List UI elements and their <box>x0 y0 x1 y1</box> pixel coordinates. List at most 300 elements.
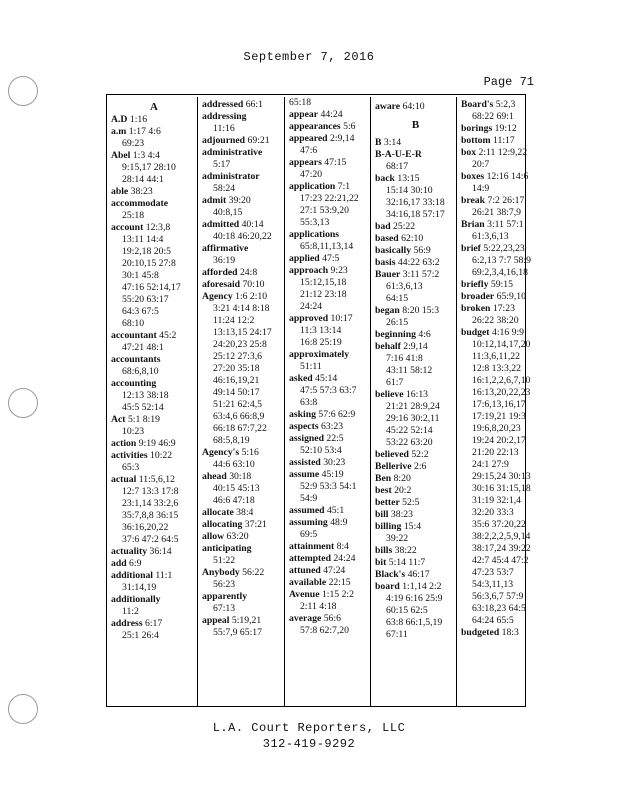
index-term: average <box>289 613 322 624</box>
index-term: account <box>111 222 144 233</box>
index-term: applied <box>289 253 320 264</box>
index-entry <box>111 414 197 438</box>
index-term: boxes <box>461 171 485 182</box>
index-entry <box>289 613 370 637</box>
index-entry-first-line <box>375 485 456 497</box>
index-term: aspects <box>289 421 319 432</box>
index-entry-refs-line <box>111 486 197 498</box>
index-entry-refs-line <box>289 325 370 337</box>
index-entry <box>111 594 197 618</box>
index-entry <box>375 509 456 521</box>
index-entry-first-line <box>111 150 197 162</box>
index-entry-refs-line <box>461 399 527 411</box>
page-line-refs: 47:24 <box>323 565 346 576</box>
page-line-refs: 24:20,23 25:8 <box>213 339 267 350</box>
index-entry-refs-line <box>461 435 527 447</box>
index-term: addressed <box>202 99 244 110</box>
index-entry-first-line <box>111 126 197 138</box>
index-entry-refs-line <box>461 231 527 243</box>
index-entry-refs-line <box>461 459 527 471</box>
page-line-refs: 5:16 <box>241 447 259 458</box>
index-term: bill <box>375 509 389 520</box>
index-term: asking <box>289 409 316 420</box>
page-line-refs: 1:3 4:4 <box>132 150 160 161</box>
index-entry <box>289 565 370 577</box>
index-entry-refs-line <box>461 579 527 591</box>
page-line-refs: 47:5 <box>322 253 340 264</box>
page-line-refs: 43:11 58:12 <box>386 365 433 376</box>
page-line-refs: 55:3,13 <box>300 217 330 228</box>
index-entry-first-line <box>289 253 370 265</box>
page-line-refs: 17:23 <box>492 303 515 314</box>
index-entry <box>461 243 531 279</box>
page-line-refs: 3:11 57:2 <box>402 269 440 280</box>
index-entry-refs-line <box>111 534 197 546</box>
index-entry-first-line <box>375 329 456 341</box>
index-entry-refs-line <box>202 255 284 267</box>
index-entry-refs-line <box>111 210 197 222</box>
page-line-refs: 66:1 <box>245 99 263 110</box>
index-entry <box>202 531 284 543</box>
index-entry <box>461 279 527 291</box>
index-entry-first-line <box>202 171 284 183</box>
page-line-refs: 49:14 50:17 <box>213 387 260 398</box>
index-entry-refs-line <box>461 351 527 363</box>
index-entry <box>202 543 284 567</box>
index-entry-refs-line <box>375 377 456 389</box>
page-line-refs: 68:17 <box>386 161 409 172</box>
page-line-refs: 63:8 <box>300 397 318 408</box>
index-entry <box>289 505 370 517</box>
index-entry-refs-line <box>111 582 197 594</box>
index-entry <box>375 581 456 641</box>
page-line-refs: 10:22 <box>150 450 173 461</box>
page-line-refs: 69:2,3,4,16,18 <box>472 267 528 278</box>
index-entry-refs-line <box>289 145 370 157</box>
index-entry-refs-line <box>111 462 197 474</box>
index-entry-first-line <box>111 558 197 570</box>
index-entry-refs-line <box>202 435 284 447</box>
page-line-refs: 52:10 53:4 <box>300 445 342 456</box>
page-line-refs: 52:9 53:3 54:1 <box>300 481 357 492</box>
index-entry <box>375 569 456 581</box>
index-entry <box>289 313 370 349</box>
index-term: address <box>111 618 143 629</box>
index-entry-first-line <box>375 233 456 245</box>
index-entry-refs-line <box>111 390 197 402</box>
index-entry-refs-line <box>202 579 284 591</box>
index-entry <box>289 121 370 133</box>
page-line-refs: 17:19,21 19:3 <box>472 411 526 422</box>
page-line-refs: 29:15,24 30:13 <box>472 471 531 482</box>
page-line-refs: 27:1 53:9,20 <box>300 205 349 216</box>
page-line-refs: 36:16,20,22 <box>122 522 169 533</box>
index-entry <box>202 279 284 291</box>
index-column-3 <box>284 97 370 706</box>
page-line-refs: 69:21 <box>247 135 270 146</box>
index-entry-refs-line <box>111 522 197 534</box>
page-line-refs: 15:12,15,18 <box>300 277 347 288</box>
page-line-refs: 47:5 57:3 63:7 <box>300 385 357 396</box>
index-entry-refs-line <box>111 234 197 246</box>
index-term: administrator <box>202 171 260 182</box>
index-entry-refs-line <box>202 231 284 243</box>
page-line-refs: 3:11 57:1 <box>487 219 524 230</box>
index-entry-refs-line <box>111 366 197 378</box>
index-entry <box>375 389 456 449</box>
index-term: ahead <box>202 471 227 482</box>
index-entry-refs-line <box>111 162 197 174</box>
index-term: appeared <box>289 133 328 144</box>
index-term: accommodate <box>111 198 169 209</box>
index-term: allocating <box>202 519 243 530</box>
index-entry-refs-line <box>461 555 527 567</box>
index-entry-first-line <box>111 414 197 426</box>
index-entry-refs-line <box>289 277 370 289</box>
page-line-refs: 62:10 <box>401 233 424 244</box>
index-entry <box>289 181 370 229</box>
index-term: briefly <box>461 279 489 290</box>
index-term: Anybody <box>202 567 240 578</box>
page-line-refs: 46:6 47:18 <box>213 495 255 506</box>
page-line-refs: 7:1 <box>337 181 351 192</box>
page-line-refs: 65:8,11,13,14 <box>300 241 354 252</box>
page-line-refs: 66:18 67:7,22 <box>213 423 267 434</box>
transcript-date: September 7, 2016 <box>243 50 375 64</box>
index-entry-refs-line <box>289 205 370 217</box>
index-entry-refs-line <box>202 351 284 363</box>
page-line-refs: 11:24 12:2 <box>213 315 255 326</box>
index-term: approach <box>289 265 329 276</box>
page-line-refs: 54:3,11,13 <box>472 579 514 590</box>
index-entry <box>461 195 527 219</box>
index-entry-first-line <box>375 173 456 185</box>
index-entry <box>111 450 197 474</box>
index-entry-first-line <box>289 505 370 517</box>
page-line-refs: 23:1,14 33:2,6 <box>122 498 179 509</box>
index-entry <box>461 135 527 147</box>
page-line-refs: 20:2 <box>394 485 412 496</box>
page-line-refs: 24:8 <box>239 267 258 278</box>
page-line-refs: 47:23 53:7 <box>472 567 514 578</box>
page-line-refs: 24:24 <box>333 553 356 564</box>
index-term: basically <box>375 245 412 256</box>
index-entry <box>375 341 456 389</box>
page-line-refs: 35:7,8,8 36:15 <box>122 510 179 521</box>
index-term: Avenue <box>289 589 320 600</box>
page-line-refs: 68:6,8,10 <box>122 366 159 377</box>
page-line-refs: 68:22 69:1 <box>472 111 514 122</box>
index-entry-refs-line <box>202 123 284 135</box>
index-entry <box>202 267 284 279</box>
page-line-refs: 64:15 <box>386 293 409 304</box>
page-line-refs: 39:20 <box>228 195 251 206</box>
index-entry <box>202 195 284 219</box>
page-line-refs: 12:7 13:3 17:8 <box>122 486 179 497</box>
index-entry-first-line <box>202 243 284 255</box>
index-entry-refs-line <box>289 397 370 409</box>
footer-company: L.A. Court Reporters, LLC <box>212 721 406 735</box>
index-term: broken <box>461 303 491 314</box>
page-line-refs: 2:9,14 <box>403 341 428 352</box>
index-entry <box>375 557 456 569</box>
page-line-refs: 24:24 <box>300 301 323 312</box>
index-term: accounting <box>111 378 157 389</box>
page-line-refs: 17:6,13,16,17 <box>472 399 526 410</box>
page-line-refs: 37:21 <box>244 519 267 530</box>
index-term: additional <box>111 570 153 581</box>
index-entry <box>289 133 370 157</box>
punch-hole-bottom <box>8 694 38 724</box>
page-line-refs: 38:4 <box>236 507 254 518</box>
index-entry-refs-line <box>375 617 456 629</box>
index-entry-refs-line <box>202 411 284 423</box>
index-entry-first-line <box>289 517 370 529</box>
index-entry-refs-line <box>111 306 197 318</box>
index-entry-first-line <box>111 198 197 210</box>
index-entry-refs-line <box>202 159 284 171</box>
page-line-refs: 45:1 <box>326 505 345 516</box>
index-entry <box>375 497 456 509</box>
index-term: began <box>375 305 400 316</box>
index-term: administrative <box>202 147 263 158</box>
index-entry-first-line <box>202 147 284 159</box>
page-line-refs: 56:6 <box>323 613 341 624</box>
index-entry-refs-line <box>375 533 456 545</box>
page-line-refs: 30:18 <box>229 471 252 482</box>
index-entry <box>375 233 456 245</box>
index-term: accountants <box>111 354 161 365</box>
page-line-refs: 46:16,19,21 <box>213 375 260 386</box>
index-entry-refs-line <box>202 339 284 351</box>
index-entry-refs-line <box>461 267 527 279</box>
index-term: accountant <box>111 330 157 341</box>
page-line-refs: 47:21 48:1 <box>122 342 164 353</box>
index-entry-refs-line <box>461 255 531 267</box>
index-entry-first-line <box>289 121 370 133</box>
index-entry-first-line <box>111 570 197 582</box>
index-entry-refs-line <box>461 567 527 579</box>
index-entry-refs-line <box>111 426 197 438</box>
index-entry-first-line <box>202 99 284 111</box>
index-term: admit <box>202 195 227 206</box>
page-line-refs: 45:22 52:14 <box>386 425 433 436</box>
index-term: board <box>375 581 400 592</box>
page-line-refs: 40:15 45:13 <box>213 483 260 494</box>
index-entry-refs-line <box>461 111 527 123</box>
page-line-refs: 36:14 <box>149 546 172 557</box>
index-entry-refs-line <box>202 183 284 195</box>
index-term: Brian <box>461 219 485 230</box>
index-entry-first-line <box>375 257 456 269</box>
index-entry-refs-line <box>375 353 456 365</box>
index-entry <box>461 171 527 195</box>
index-entry <box>202 591 284 615</box>
page-line-refs: 1:1,14 2:2 <box>402 581 442 592</box>
index-term: broader <box>461 291 495 302</box>
index-entry-first-line <box>289 181 370 193</box>
index-entry <box>202 615 284 639</box>
index-term: B-A-U-E-R <box>375 149 422 160</box>
page-line-refs: 45:14 <box>315 373 338 384</box>
index-entry-refs-line <box>375 437 456 449</box>
index-entry-first-line <box>461 123 527 135</box>
index-entry-first-line <box>375 581 456 593</box>
page-line-refs: 7:16 41:8 <box>386 353 423 364</box>
index-entry <box>111 222 197 330</box>
page-line-refs: 60:15 62:5 <box>386 605 428 616</box>
index-entry-refs-line <box>289 481 370 493</box>
index-term: adjourned <box>202 135 246 146</box>
index-entry-refs-line <box>202 363 284 375</box>
index-entry-refs-line <box>461 519 527 531</box>
index-term: assisted <box>289 457 321 468</box>
index-entry-refs-line <box>289 217 370 229</box>
page-line-refs: 26:15 <box>386 317 409 328</box>
index-entry-first-line <box>111 474 197 486</box>
index-column-2 <box>197 97 284 706</box>
index-entry <box>202 471 284 507</box>
index-entry <box>375 449 456 461</box>
index-term: admitted <box>202 219 240 230</box>
index-entry-refs-line <box>289 193 370 205</box>
index-term: assumed <box>289 505 325 516</box>
index-entry-first-line <box>202 195 284 207</box>
page-line-refs: 51:11 <box>300 361 322 372</box>
index-term: approximately <box>289 349 350 360</box>
page-line-refs: 1:17 4:6 <box>128 126 161 137</box>
index-entry-first-line <box>289 421 370 433</box>
index-column-5 <box>456 97 531 706</box>
index-column-4 <box>370 97 456 706</box>
index-entry-refs-line <box>202 423 284 435</box>
index-term: budgeted <box>461 627 500 638</box>
page-line-refs: 16:8 25:19 <box>300 337 342 348</box>
index-entry-first-line <box>375 521 456 533</box>
index-entry-refs-line <box>375 425 456 437</box>
index-entry <box>289 109 370 121</box>
index-entry <box>289 157 370 181</box>
page-line-refs: 16:13 <box>405 389 429 400</box>
index-entry-first-line <box>461 147 527 159</box>
index-entry-first-line <box>461 243 527 255</box>
index-term: Abel <box>111 150 131 161</box>
index-entry <box>289 469 370 505</box>
index-entry-refs-line <box>375 593 456 605</box>
index-entry <box>461 147 527 171</box>
page-line-refs: 59:15 <box>490 279 513 290</box>
index-entry <box>289 421 370 433</box>
index-term: a.m <box>111 126 127 137</box>
page-line-refs: 67:13 <box>213 603 236 614</box>
index-entry <box>289 97 370 109</box>
index-entry-refs-line <box>289 493 370 505</box>
page-line-refs: 5:1 8:19 <box>127 414 160 425</box>
footer-phone: 312-419-9292 <box>262 737 356 751</box>
index-entry-first-line <box>461 171 527 183</box>
index-entry-first-line <box>202 591 284 603</box>
index-term: afforded <box>202 267 238 278</box>
index-entry-first-line <box>289 313 370 325</box>
page-line-refs: 38:23 <box>390 509 413 520</box>
index-entry <box>289 541 370 553</box>
index-term: action <box>111 438 137 449</box>
index-entry <box>375 101 456 113</box>
index-entry-first-line <box>202 531 284 543</box>
index-entry <box>461 99 527 123</box>
index-entry-first-line <box>461 291 527 303</box>
page-line-refs: 12:16 14:6 <box>486 171 529 182</box>
index-entry-refs-line <box>111 402 197 414</box>
index-entry <box>202 111 284 135</box>
index-entry-refs-line <box>461 603 527 615</box>
index-entry-first-line <box>202 291 284 303</box>
index-entry-refs-line <box>202 459 284 471</box>
index-entry-first-line <box>289 613 370 625</box>
index-entry-first-line <box>111 186 197 198</box>
page-line-refs: 12:8 13:3,22 <box>472 363 521 374</box>
page-line-refs: 11:16 <box>213 123 235 134</box>
page-line-refs: 11:3 13:14 <box>300 325 342 336</box>
index-entry-first-line <box>111 450 197 462</box>
page-line-refs: 44:22 63:2 <box>397 257 440 268</box>
index-term: actuality <box>111 546 148 557</box>
index-entry-first-line <box>202 507 284 519</box>
index-entry-refs-line <box>111 498 197 510</box>
page-line-refs: 47:6 <box>300 145 318 156</box>
index-entry <box>111 558 197 570</box>
index-entry <box>461 291 527 303</box>
page-line-refs: 10:23 <box>122 426 145 437</box>
index-entry-refs-line <box>289 445 370 457</box>
index-entry-refs-line <box>375 401 456 413</box>
page-line-refs: 25:12 27:3,6 <box>213 351 262 362</box>
page-line-refs: 38:22 <box>394 545 417 556</box>
index-entry <box>375 137 456 149</box>
page-line-refs: 32:16,17 33:18 <box>386 197 445 208</box>
page-line-refs: 16:13,20,22,23 <box>472 387 531 398</box>
index-entry-refs-line <box>461 531 531 543</box>
index-entry-refs-line <box>111 246 197 258</box>
index-term: addressing <box>202 111 247 122</box>
index-entry <box>111 354 197 378</box>
index-entry <box>202 567 284 591</box>
page-line-refs: 58:24 <box>213 183 236 194</box>
index-entry-first-line <box>202 279 284 291</box>
page-line-refs: 47:15 <box>324 157 347 168</box>
index-entry-first-line <box>111 438 197 450</box>
index-entry <box>111 618 197 642</box>
index-entry-first-line <box>461 195 527 207</box>
page-line-refs: 52:2 <box>411 449 429 460</box>
page-line-refs: 48:9 <box>330 517 348 528</box>
index-entry-first-line <box>375 509 456 521</box>
index-term: B <box>375 137 382 148</box>
index-entry-refs-line <box>202 399 284 411</box>
index-entry-first-line <box>375 245 456 257</box>
index-entry-refs-line <box>461 315 527 327</box>
page-line-refs: 19:24 20:2,17 <box>472 435 526 446</box>
page-line-refs: 25:18 <box>122 210 145 221</box>
index-entry <box>375 329 456 341</box>
index-entry <box>111 198 197 222</box>
index-term: Bellerive <box>375 461 412 472</box>
index-table <box>106 94 531 707</box>
page-line-refs: 3:14 <box>383 137 402 148</box>
index-entry-first-line <box>375 221 456 233</box>
page-line-refs: 19:6,8,20,23 <box>472 423 521 434</box>
page-line-refs: 45:19 <box>321 469 344 480</box>
